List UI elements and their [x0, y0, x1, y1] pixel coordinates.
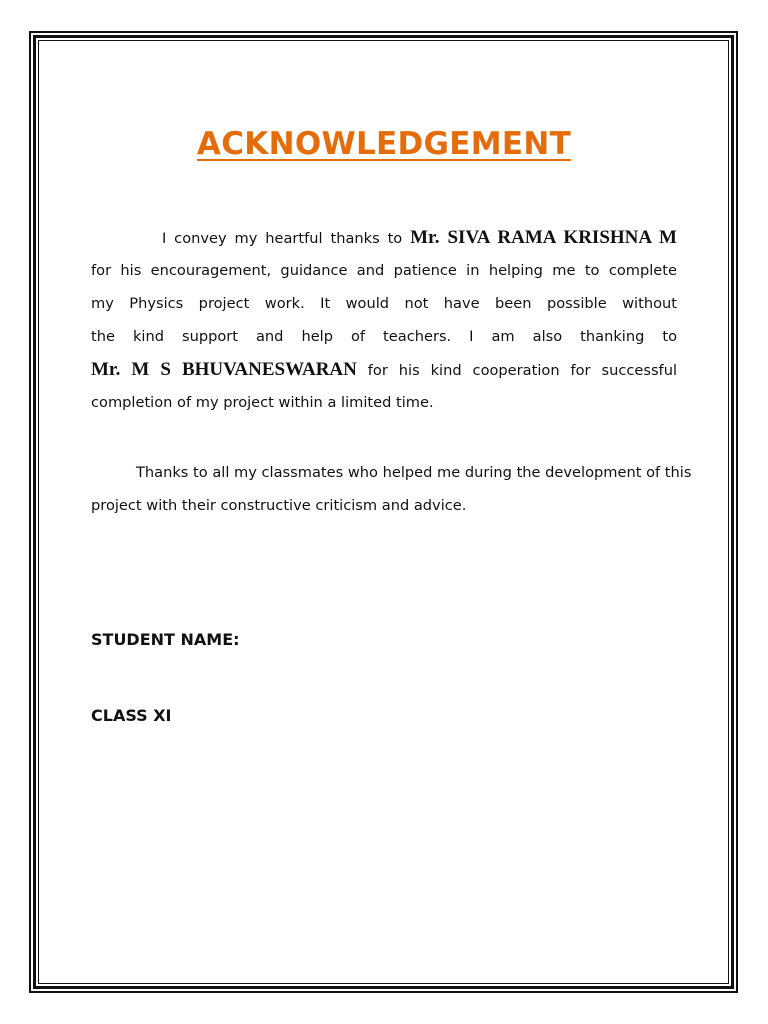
- acknowledgement-paragraph-1: [91, 221, 677, 419]
- acknowledgement-paragraph-2: [91, 456, 692, 522]
- paragraph-1-line-5: [91, 353, 677, 386]
- page-title: [0, 126, 768, 162]
- paragraph-2-line-1: Thanks to all my classmates who helped me during the development of this: [136, 464, 692, 481]
- class-label: CLASS XI: [91, 706, 172, 725]
- page-title-text: ACKNOWLEDGEMENT: [196, 126, 572, 162]
- paragraph-1-line-4: the kind support and help of teachers. I am also thanking to: [91, 328, 677, 345]
- thanks-intro-text: I convey my heartful thanks to: [162, 230, 411, 247]
- guide-name: Mr. SIVA RAMA KRISHNA M: [410, 227, 677, 248]
- paragraph-1-line-3: my Physics project work. It would not have been possible without: [91, 295, 677, 312]
- paragraph-1-line-1: [91, 221, 677, 254]
- paragraph-2-line-2: project with their constructive criticism and advice.: [91, 497, 467, 514]
- principal-name: Mr. M S BHUVANESWARAN: [91, 359, 357, 380]
- cooperation-text: for his kind cooperation for successful: [356, 362, 677, 379]
- paragraph-1-line-2: for his encouragement, guidance and patience in helping me to complete: [91, 262, 677, 279]
- student-name-label: STUDENT NAME:: [91, 630, 240, 649]
- paragraph-1-line-6: completion of my project within a limited time.: [91, 394, 434, 411]
